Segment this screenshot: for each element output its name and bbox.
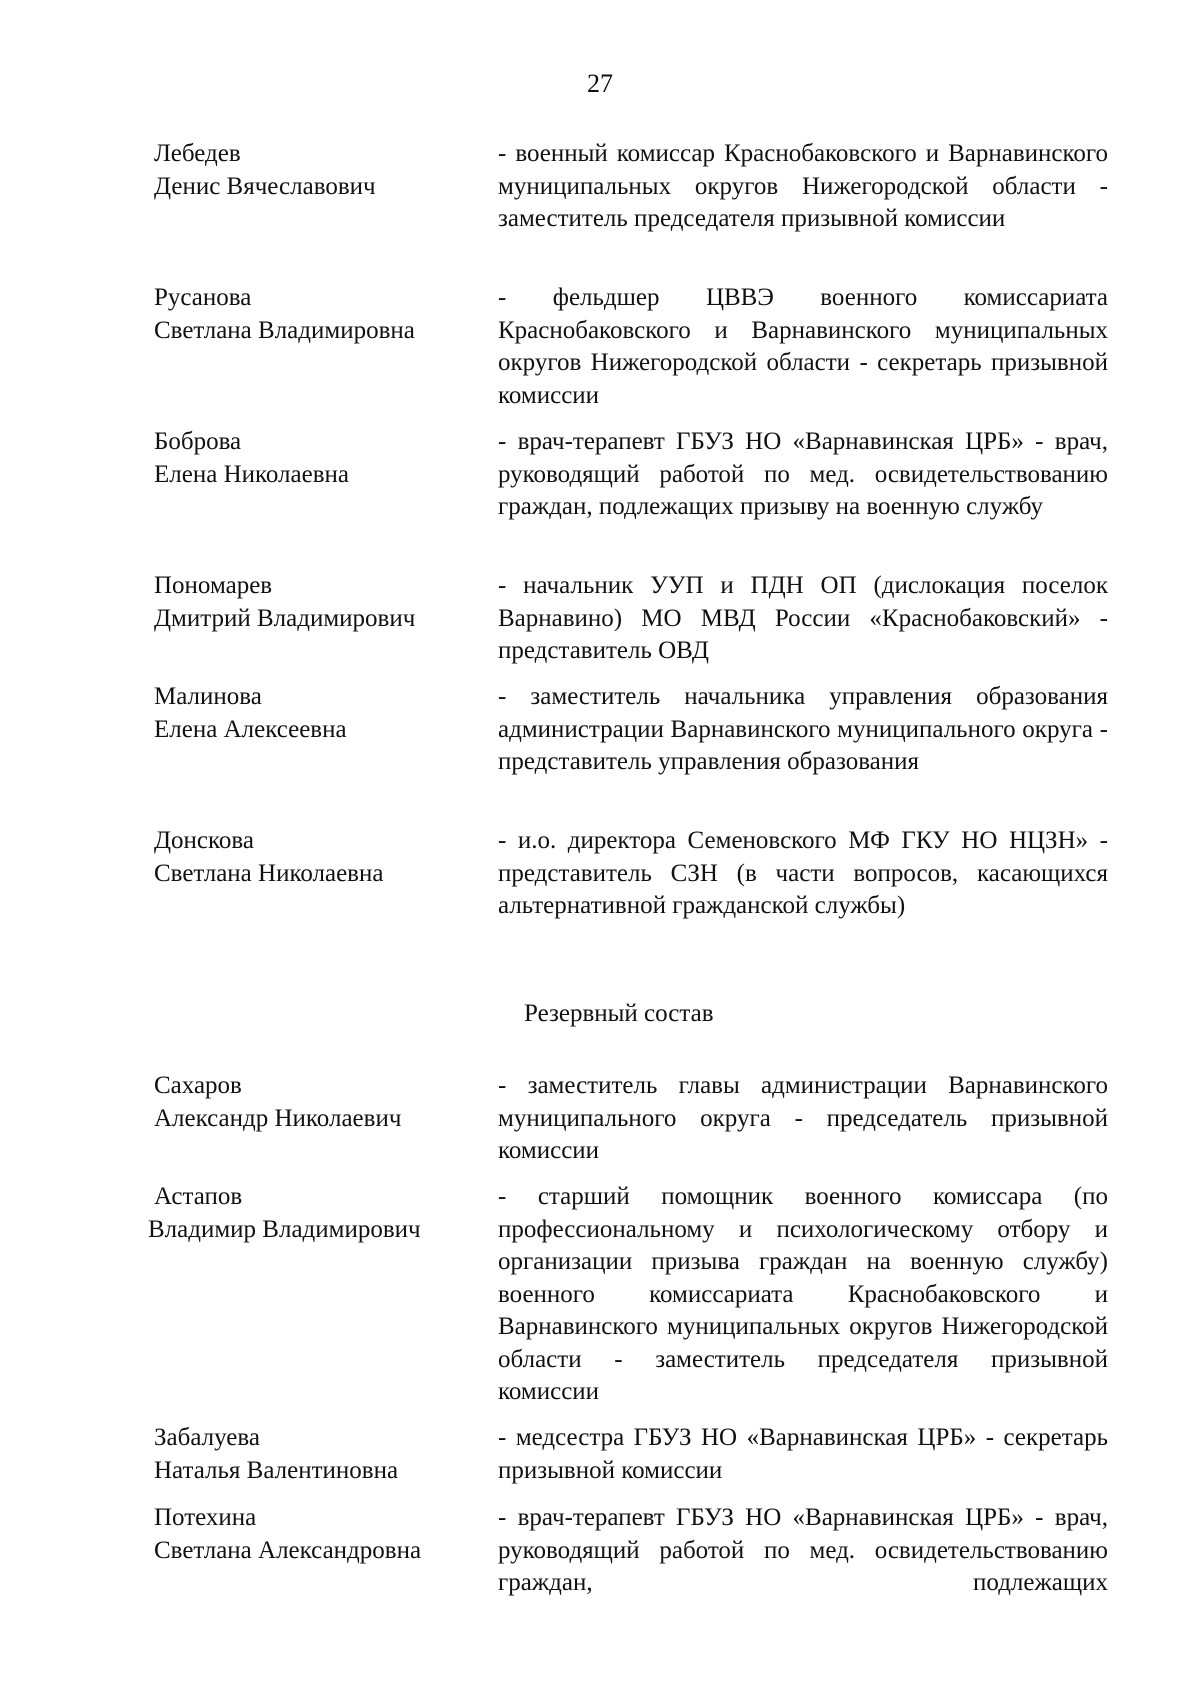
member-role: - заместитель главы администрации Варнавинского муниципального округа - председатель призывной комиссии bbox=[498, 1072, 1108, 1164]
member-given-names: Денис Вячеславович bbox=[154, 172, 376, 200]
page-number: 27 bbox=[587, 69, 613, 98]
member-given-names: Светлана Владимировна bbox=[154, 316, 415, 344]
member-role: - военный комиссар Краснобаковского и Варнавинского муниципальных округов Нижегородской области - заместитель председателя призывной комиссии bbox=[498, 140, 1108, 232]
member-surname: Сахаров bbox=[154, 1072, 242, 1099]
member-role: - и.о. директора Семеновского МФ ГКУ НО НЦЗН» - представитель СЗН (в части вопросов, касающихся альтернативной гражданской службы) bbox=[498, 827, 1108, 919]
member-given-names: Светлана Николаевна bbox=[154, 859, 384, 887]
member-name bbox=[154, 426, 494, 491]
member-role: - начальник УУП и ПДН ОП (дислокация поселок Варнавино) МО МВД России «Краснобаковский» - представитель ОВД bbox=[498, 572, 1108, 664]
member-role: - медсестра ГБУЗ НО «Варнавинская ЦРБ» - секретарь призывной комиссии bbox=[498, 1424, 1108, 1484]
reserve-section-heading: Резервный состав bbox=[524, 1000, 714, 1027]
member-surname: Малинова bbox=[154, 683, 262, 710]
member-given-names: Дмитрий Владимирович bbox=[154, 604, 416, 632]
member-surname: Лебедев bbox=[154, 140, 241, 167]
member-name bbox=[154, 681, 494, 746]
member-role: - старший помощник военного комиссара (по профессиональному и психологическому отбору и организации призыва граждан на военную службу) военного комиссариата Краснобаковского и Варнавинского муниципальных округов Нижегородской области - заместитель председателя призывной комиссии bbox=[498, 1183, 1108, 1405]
member-surname: Русанова bbox=[154, 284, 252, 311]
member-name bbox=[148, 1181, 488, 1246]
member-given-names: Светлана Александровна bbox=[154, 1536, 422, 1564]
member-surname: Астапов bbox=[154, 1183, 243, 1210]
member-given-names: Елена Алексеевна bbox=[154, 715, 347, 743]
member-name bbox=[154, 138, 494, 203]
member-name bbox=[154, 1070, 494, 1135]
member-given-names: Наталья Валентиновна bbox=[154, 1456, 399, 1484]
member-name bbox=[154, 1502, 494, 1567]
member-surname: Забалуева bbox=[154, 1424, 260, 1451]
member-name bbox=[154, 570, 494, 635]
member-name bbox=[154, 1422, 494, 1487]
member-surname: Потехина bbox=[154, 1504, 257, 1531]
member-surname: Пономарев bbox=[154, 572, 273, 599]
member-role: - врач-терапевт ГБУЗ НО «Варнавинская ЦРБ» - врач, руководящий работой по мед. освидетельствованию граждан, подлежащих bbox=[498, 1504, 1108, 1596]
member-role: - фельдшер ЦВВЭ военного комиссариата Краснобаковского и Варнавинского муниципальных округов Нижегородской области - секретарь призывной комиссии bbox=[498, 284, 1108, 409]
member-role: - заместитель начальника управления образования администрации Варнавинского муниципального округа - представитель управления образования bbox=[498, 683, 1108, 775]
member-surname: Донскова bbox=[154, 827, 254, 854]
member-surname: Боброва bbox=[154, 428, 242, 455]
member-given-names: Елена Николаевна bbox=[154, 460, 349, 488]
member-role: - врач-терапевт ГБУЗ НО «Варнавинская ЦРБ» - врач, руководящий работой по мед. освидетельствованию граждан, подлежащих призыву на военную службу bbox=[498, 428, 1108, 520]
member-given-names: Александр Николаевич bbox=[154, 1104, 402, 1132]
member-name bbox=[154, 825, 494, 890]
member-name bbox=[154, 282, 494, 347]
member-given-names: Владимир Владимирович bbox=[148, 1215, 421, 1243]
